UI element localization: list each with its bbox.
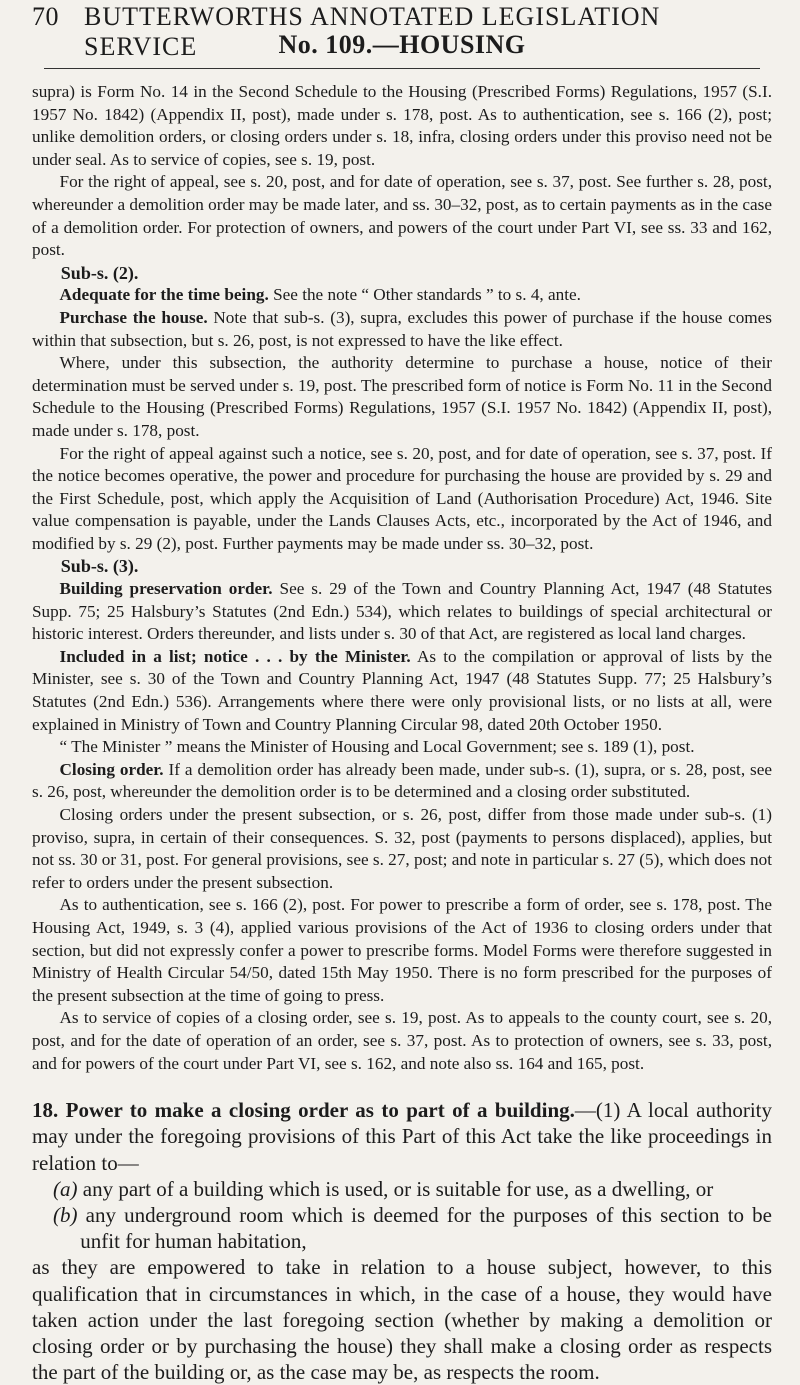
annotation-lead: Purchase the house. bbox=[59, 307, 208, 327]
annotation-text: If a demolition order has already been made, under sub-s. (1), supra, or s. 28, post, see s. 26, post, whereunder the demolition order is to be determined and a closing order substituted. bbox=[32, 759, 772, 802]
annotation-paragraph bbox=[32, 578, 772, 646]
annotation-subheading: Sub-s. (2). bbox=[60, 262, 139, 283]
annotation-lead: Adequate for the time being. bbox=[59, 285, 269, 305]
annotation-paragraph: For the right of appeal, see s. 20, post, and for date of operation, see s. 37, post. See further s. 28, post, whereunder a demolition order may be made later, and ss. 30–32, post, as to certain payments as in the case of a demolition order. For protection of owners, and powers of the court under Part VI, see ss. 33 and 162, post. bbox=[32, 172, 772, 260]
item-text: any underground room which is deemed for the purposes of this section to be unfit for human habitation, bbox=[80, 1202, 773, 1254]
header-rule bbox=[44, 68, 760, 69]
annotations-block bbox=[32, 81, 772, 1075]
annotation-paragraph bbox=[32, 759, 772, 804]
section-item-a bbox=[32, 1176, 772, 1202]
chapter-title: No. 109.—HOUSING bbox=[278, 30, 526, 59]
item-text: any part of a building which is used, or is suitable for use, as a dwelling, or bbox=[82, 1176, 714, 1201]
section-18 bbox=[32, 1097, 772, 1385]
annotation-paragraph bbox=[32, 284, 772, 307]
annotation-lead: Closing order. bbox=[59, 759, 164, 779]
annotation-paragraph: As to service of copies of a closing order, see s. 19, post. As to appeals to the county court, see s. 20, post, and for the date of operation of an order, see s. 37, post. As to protection of owners, see s. 33, post, and for powers of the court under Part VI, see s. 162, and note also ss. 164 and 165, post. bbox=[32, 1008, 772, 1073]
annotation-subheading: Sub-s. (3). bbox=[60, 556, 139, 577]
annotation-paragraph: Where, under this subsection, the authority determine to purchase a house, notice of their determination must be served under s. 19, post. The prescribed form of notice is Form No. 11 in the Second Schedule to the Housing (Prescribed Forms) Regulations, 1957 (S.I. 1957 No. 1842) (Appendix II, post), made under s. 178, post. bbox=[32, 353, 772, 440]
annotation-paragraph: As to authentication, see s. 166 (2), post. For power to prescribe a form of order, see s. 178, post. The Housing Act, 1949, s. 3 (4), applied various provisions of the Act of 1936 to closing orders under that section, but did not expressly confer a power to prescribe forms. Model Forms were therefore suggested in Ministry of Health Circular 54/50, dated 15th May 1950. There is no form prescribed for the purposes of the present subsection at the time of going to press. bbox=[32, 895, 772, 1005]
annotation-paragraph bbox=[32, 646, 772, 736]
annotation-paragraph: For the right of appeal against such a notice, see s. 20, post, and for date of operation, see s. 37, post. If the notice becomes operative, the power and procedure for purchasing the house are provided by s. 29 and the First Schedule, post, which apply the Acquisition of Land (Authorisation Procedure) Act, 1946. Site value compensation is payable, under the Lands Clauses Acts, etc., incorporated by the Act of 1946, and modified by s. 29 (2), post. Further payments may be made under ss. 30–32, post. bbox=[32, 443, 772, 553]
section-number: 18. bbox=[32, 1098, 59, 1123]
annotation-text: See the note “ Other standards ” to s. 4, ante. bbox=[273, 285, 581, 305]
section-18-closing: as they are empowered to take in relation to a house subject, however, to this qualification that in circumstances in which, in the case of a house, they would have taken action under the last foregoing section (whether by making a demolition or closing order or by purchasing the house) they shall make a closing order as respects the part of the building or, as the case may be, as respects the room. bbox=[32, 1255, 772, 1385]
section-heading: Power to make a closing order as to part of a building. bbox=[65, 1098, 575, 1123]
annotation-paragraph bbox=[32, 307, 772, 352]
page-header bbox=[32, 0, 772, 60]
annotation-paragraph: supra) is Form No. 14 in the Second Schedule to the Housing (Prescribed Forms) Regulations, 1957 (S.I. 1957 No. 1842) (Appendix II, post), made under s. 178, post. As to authentication, see s. 166 (2), post; unlike demolition orders, or closing orders under s. 18, infra, closing orders under this proviso need not be under seal. As to service of copies, see s. 19, post. bbox=[32, 82, 772, 169]
annotation-text: Note that sub-s. (3), supra, excludes this power of purchase if the house comes within that subsection, but s. 26, post, is not expressed to have the like effect. bbox=[32, 307, 772, 350]
section-18-intro bbox=[32, 1097, 772, 1176]
annotation-lead: Building preservation order. bbox=[59, 579, 273, 599]
item-label: (b) bbox=[53, 1202, 78, 1227]
section-intro-text: —(1) A local authority may under the foregoing provisions of this Part of this Act take the like proceedings in relation to— bbox=[32, 1098, 772, 1175]
annotation-paragraph: “ The Minister ” means the Minister of Housing and Local Government; see s. 189 (1), post. bbox=[59, 737, 695, 757]
annotation-paragraph: Closing orders under the present subsection, or s. 26, post, differ from those made under sub-s. (1) proviso, supra, in certain of their consequences. S. 32, post (payments to persons displaced), applies, but not ss. 30 or 31, post. For general provisions, see s. 27, post; and note in particular s. 27 (5), which does not refer to orders under the present subsection. bbox=[32, 805, 772, 892]
series-title: BUTTERWORTHS ANNOTATED LEGISLATION SERVICE bbox=[84, 2, 661, 61]
item-label: (a) bbox=[53, 1176, 78, 1201]
annotation-lead: Included in a list; notice . . . by the Minister. bbox=[59, 646, 411, 666]
annotation-text: See s. 29 of the Town and Country Planning Act, 1947 (48 Statutes Supp. 75; 25 Halsbury’s Statutes (2nd Edn.) 534), which relates to buildings of special architectural or historic interest. Orders thereunder, and lists under s. 30 of that Act, are registered as local land charges. bbox=[32, 579, 773, 644]
annotation-text: As to the compilation or approval of lists by the Minister, see s. 30 of the Town and Country Planning Act, 1947 (48 Statutes Supp. 77; 25 Halsbury’s Statutes (2nd Edn.) 536). Arrangements where there were only provisional lists, or no lists at all, were explained in Ministry of Town and Country Planning Circular 98, dated 20th October 1950. bbox=[32, 646, 772, 734]
section-item-b bbox=[32, 1202, 772, 1254]
page-number: 70 bbox=[32, 2, 59, 31]
